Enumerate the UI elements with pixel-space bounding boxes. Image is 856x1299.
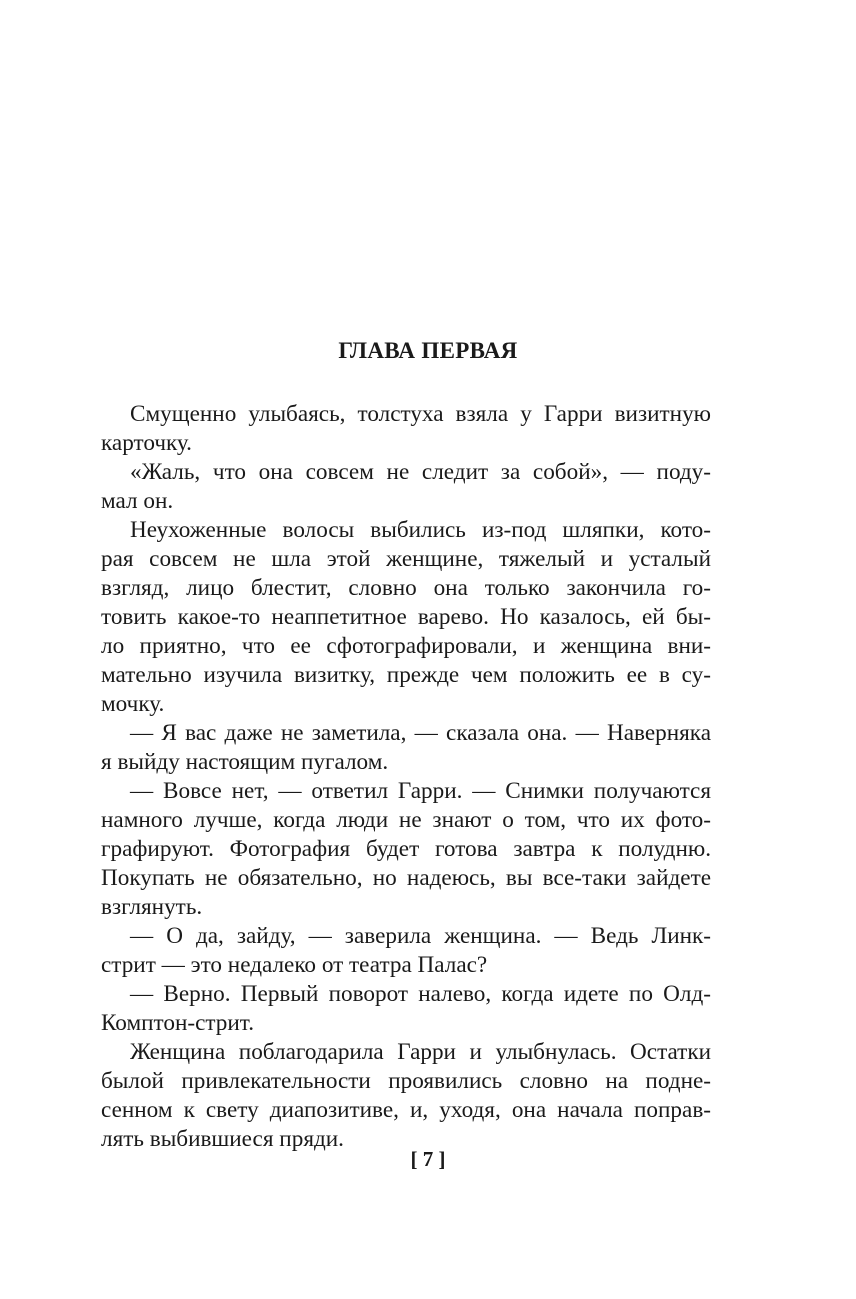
- text-line: сенном к свету диапозитиве, и, уходя, она начала поправ-: [101, 1097, 711, 1123]
- text-line: — Верно. Первый поворот налево, когда идете по Олд-: [130, 981, 711, 1007]
- text-line: карточку.: [101, 430, 192, 456]
- text-line: «Жаль, что она совсем не следит за собой», — поду-: [130, 459, 711, 485]
- chapter-title: ГЛАВА ПЕРВАЯ: [338, 338, 518, 363]
- text-line: я выйду настоящим пугалом.: [101, 749, 389, 775]
- text-line: намного лучше, когда люди не знают о том, что их фото-: [101, 807, 711, 833]
- text-line: — Я вас даже не заметила, — сказала она. — Наверняка: [130, 720, 711, 746]
- text-line: рая совсем не шла этой женщине, тяжелый и усталый: [101, 546, 711, 572]
- text-line: Покупать не обязательно, но надеюсь, вы все-таки зайдете: [101, 865, 711, 891]
- text-line: товить какое-то неаппетитное варево. Но казалось, ей бы-: [101, 604, 711, 630]
- text-line: взгляд, лицо блестит, словно она только закончила го-: [101, 575, 711, 601]
- text-line: лять выбившиеся пряди.: [101, 1126, 344, 1152]
- text-line: ло приятно, что ее сфотографировали, и женщина вни-: [101, 633, 711, 659]
- page-number: [ 7 ]: [410, 1147, 446, 1171]
- text-line: Неухоженные волосы выбились из-под шляпки, кото-: [130, 517, 711, 543]
- text-line: мательно изучила визитку, прежде чем положить ее в су-: [101, 662, 711, 688]
- body-text: [101, 400, 711, 1154]
- text-line: мочку.: [101, 691, 165, 717]
- text-line: Женщина поблагодарила Гарри и улыбнулась. Остатки: [130, 1039, 711, 1065]
- text-line: Комптон-стрит.: [101, 1010, 254, 1036]
- text-line: мал он.: [101, 488, 174, 514]
- text-line: — О да, зайду, — заверила женщина. — Ведь Линк-: [130, 923, 711, 949]
- text-line: былой привлекательности проявились словно на подне-: [101, 1068, 711, 1094]
- text-line: — Вовсе нет, — ответил Гарри. — Снимки получаются: [130, 778, 711, 804]
- text-line: Смущенно улыбаясь, толстуха взяла у Гарри визитную: [130, 401, 711, 427]
- text-line: стрит — это недалеко от театра Палас?: [101, 952, 488, 978]
- text-line: графируют. Фотография будет готова завтра к полудню.: [101, 836, 711, 862]
- text-line: взглянуть.: [101, 894, 203, 920]
